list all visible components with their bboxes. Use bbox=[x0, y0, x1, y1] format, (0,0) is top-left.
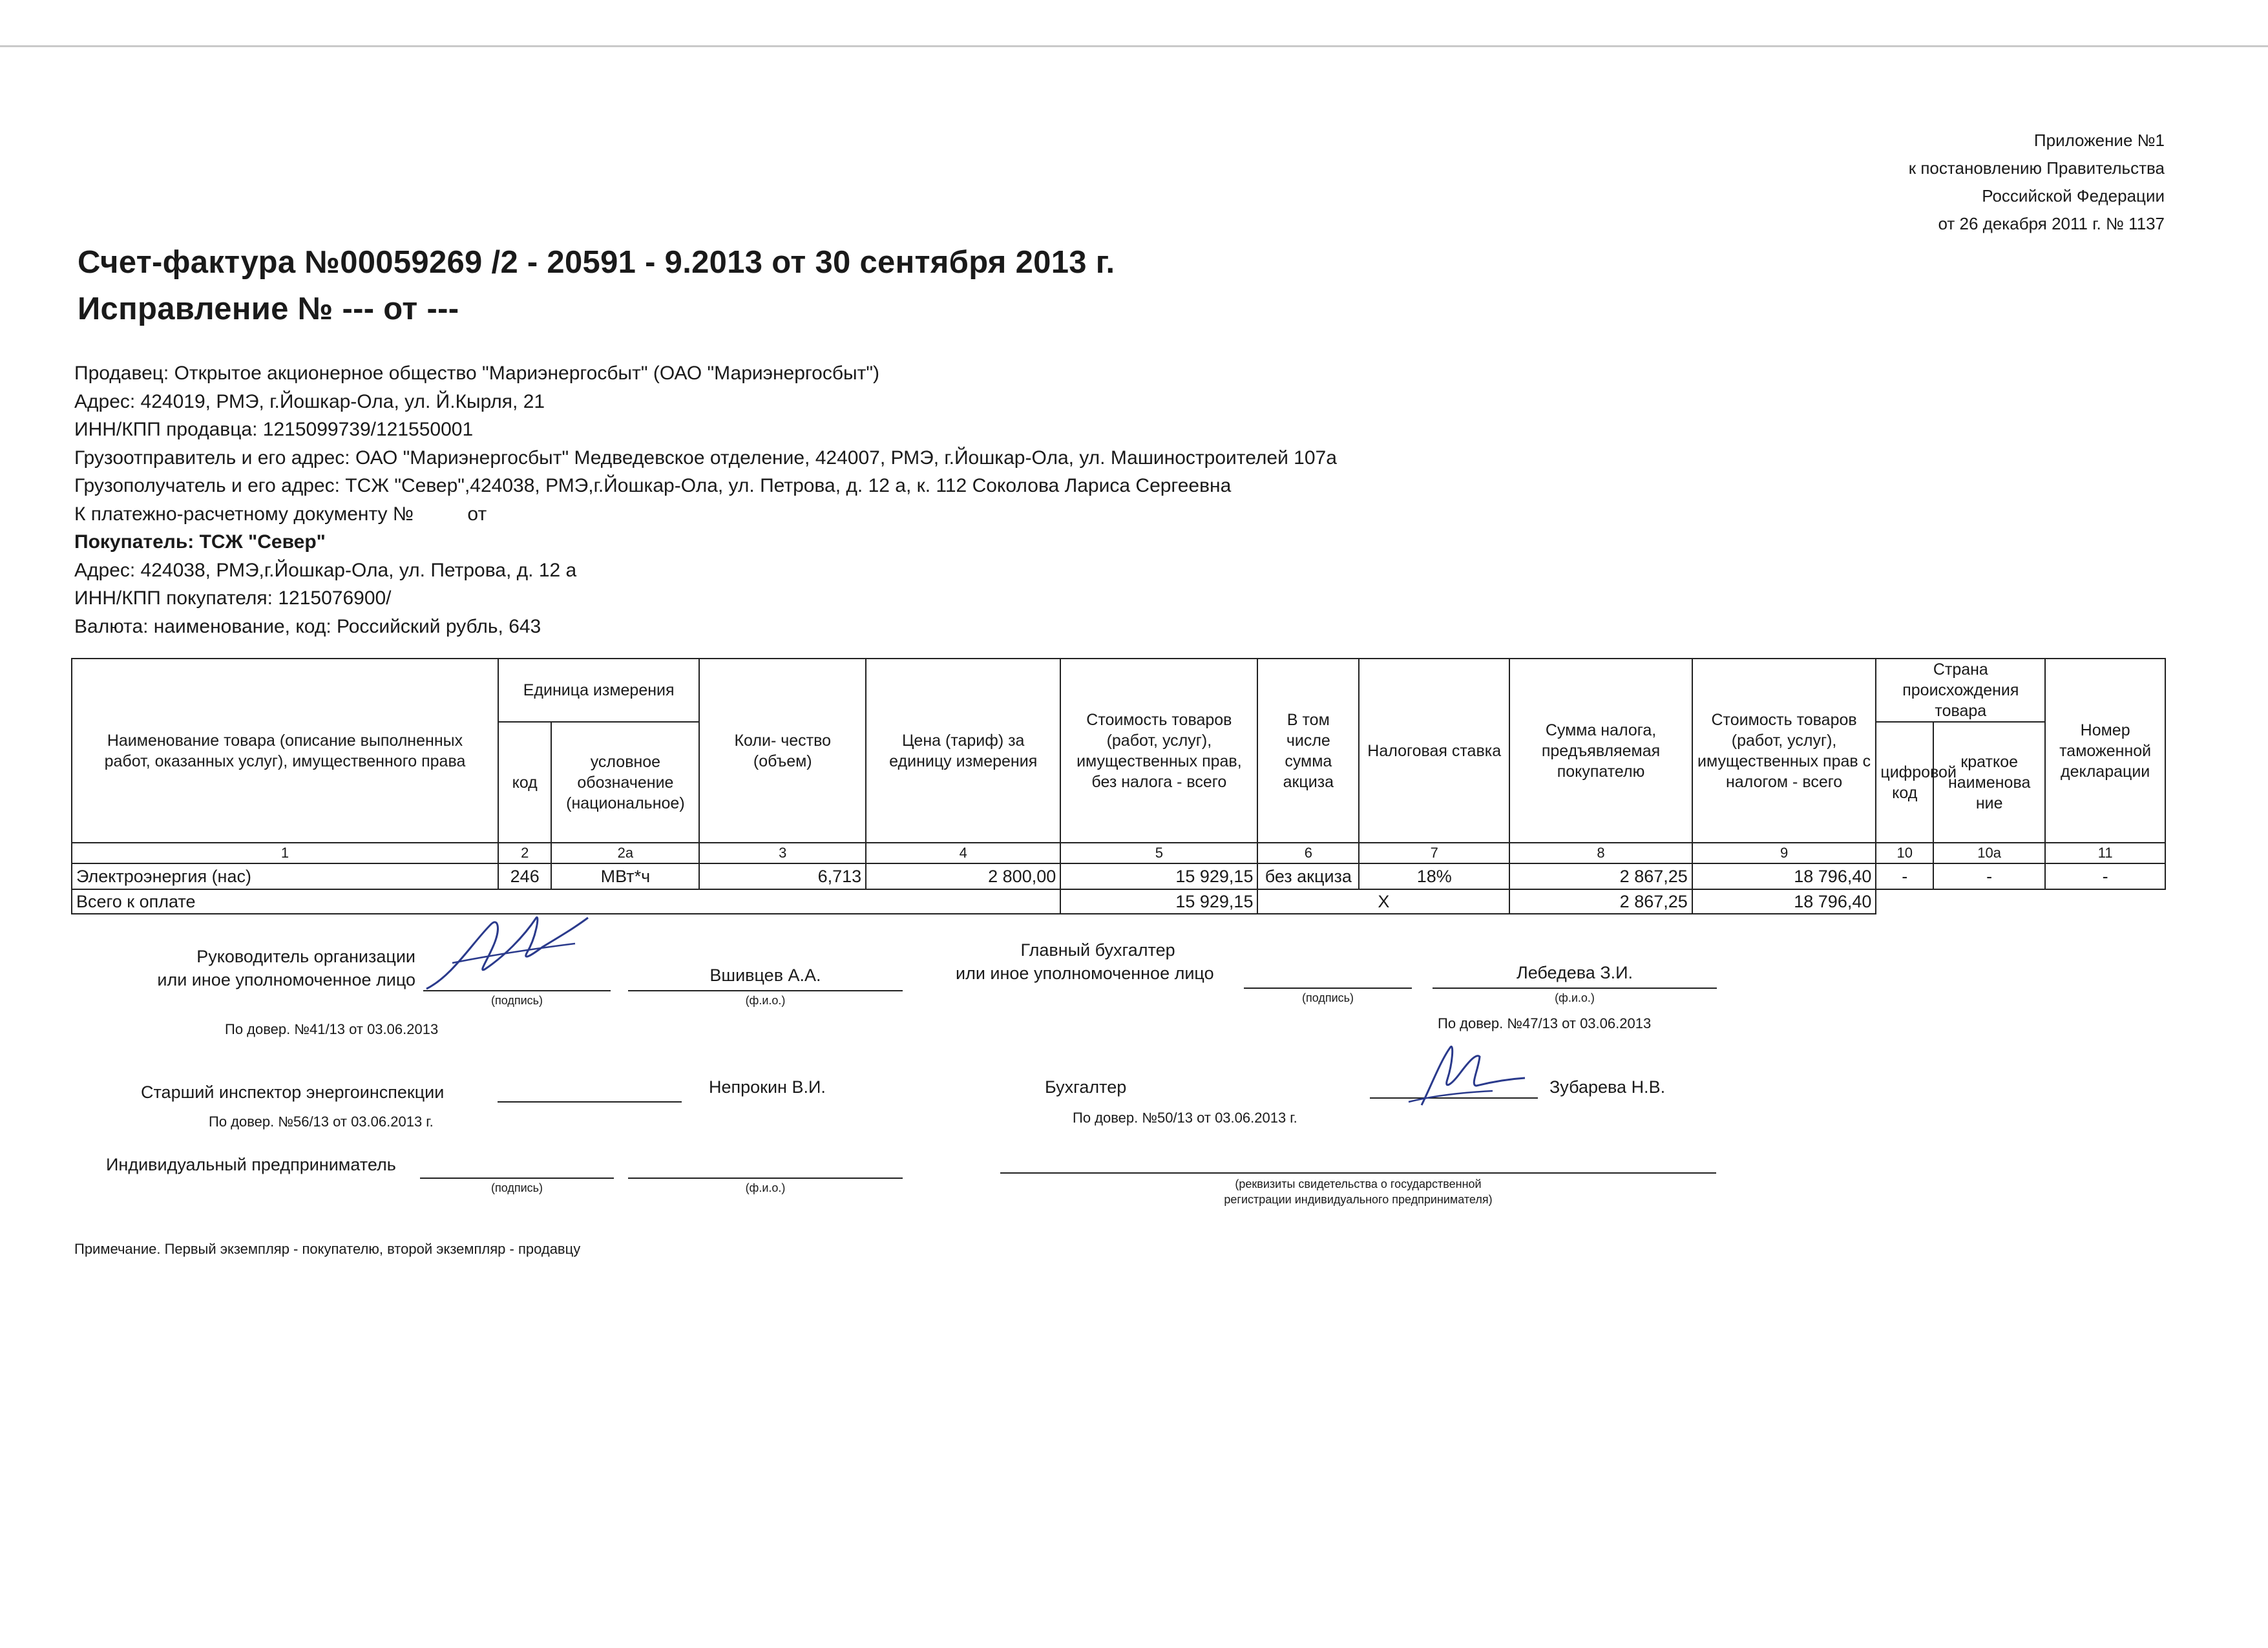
head-name-caption: (ф.и.о.) bbox=[745, 994, 786, 1007]
accountant-signature bbox=[1396, 1034, 1538, 1118]
inspector-sign-line bbox=[498, 1101, 682, 1103]
row-total: 18 796,40 bbox=[1692, 863, 1876, 889]
col-number: 4 bbox=[866, 843, 1060, 863]
chief-accountant-sign-line bbox=[1244, 988, 1412, 989]
registry-caption-line2: регистрации индивидуального предпринимателя) bbox=[1224, 1193, 1493, 1206]
correction-title: Исправление № --- от --- bbox=[78, 291, 459, 326]
chief-accountant-proxy: По довер. №47/13 от 03.06.2013 bbox=[1438, 1015, 1652, 1031]
header-country-name: краткое наименова ние bbox=[1933, 722, 2045, 843]
col-number: 5 bbox=[1060, 843, 1257, 863]
entrepreneur-registry-line bbox=[1000, 1172, 1716, 1174]
inspector-label: Старший инспектор энергоинспекции bbox=[141, 1083, 445, 1102]
chief-accountant-label bbox=[956, 938, 1214, 985]
row-price: 2 800,00 bbox=[866, 863, 1060, 889]
payment-document: К платежно-расчетному документу № от bbox=[74, 503, 487, 525]
accountant-proxy: По довер. №50/13 от 03.06.2013 г. bbox=[1073, 1110, 1297, 1126]
col-number: 10 bbox=[1876, 843, 1933, 863]
chief-accountant-name-caption: (ф.и.о.) bbox=[1555, 991, 1595, 1004]
col-number: 6 bbox=[1257, 843, 1359, 863]
col-number: 11 bbox=[2045, 843, 2165, 863]
row-quantity: 6,713 bbox=[699, 863, 866, 889]
head-proxy: По довер. №41/13 от 03.06.2013 bbox=[225, 1021, 439, 1037]
col-number: 2 bbox=[498, 843, 551, 863]
row-excise: без акциза bbox=[1257, 863, 1359, 889]
header-country-code: цифровой код bbox=[1876, 722, 1933, 843]
totals-total: 18 796,40 bbox=[1692, 889, 1876, 914]
col-number: 3 bbox=[699, 843, 866, 863]
col-number: 8 bbox=[1509, 843, 1692, 863]
accountant-name: Зубарева Н.В. bbox=[1549, 1077, 1666, 1097]
column-numbers-row bbox=[72, 843, 2165, 863]
entrepreneur-sign-line bbox=[420, 1178, 614, 1179]
entrepreneur-name-caption: (ф.и.о.) bbox=[745, 1181, 786, 1194]
entrepreneur-sign-caption: (подпись) bbox=[490, 1181, 543, 1194]
row-customs: - bbox=[2045, 863, 2165, 889]
appendix-line-2: к постановлению Правительства bbox=[1908, 158, 2165, 178]
header-price: Цена (тариф) за единицу измерения bbox=[866, 659, 1060, 843]
chief-accountant-label-line1: Главный бухгалтер bbox=[1020, 940, 1175, 960]
head-label-line1: Руководитель организации bbox=[196, 947, 415, 966]
head-sign-caption: (подпись) bbox=[490, 994, 543, 1007]
entrepreneur-label: Индивидуальный предприниматель bbox=[106, 1155, 396, 1174]
seller-address: Адрес: 424019, РМЭ, г.Йошкар-Ола, ул. Й.Кырля, 21 bbox=[74, 390, 545, 412]
invoice-table bbox=[71, 658, 2166, 914]
head-label bbox=[157, 945, 415, 991]
currency: Валюта: наименование, код: Российский рубль, 643 bbox=[74, 615, 541, 637]
appendix-line-4: от 26 декабря 2011 г. № 1137 bbox=[1938, 214, 2165, 233]
header-name: Наименование товара (описание выполненных работ, оказанных услуг), имущественного права bbox=[72, 659, 498, 843]
totals-cost: 15 929,15 bbox=[1060, 889, 1257, 914]
inspector-name: Непрокин В.И. bbox=[709, 1077, 826, 1097]
row-unit-code: 246 bbox=[498, 863, 551, 889]
row-name: Электроэнергия (нас) bbox=[72, 863, 498, 889]
col-number: 10а bbox=[1933, 843, 2045, 863]
chief-accountant-label-line2: или иное уполномоченное лицо bbox=[956, 964, 1214, 983]
accountant-label: Бухгалтер bbox=[1045, 1077, 1127, 1097]
seller: Продавец: Открытое акционерное общество "Мариэнергосбыт" (ОАО "Мариэнергосбыт") bbox=[74, 363, 879, 384]
header-unit: Единица измерения bbox=[498, 659, 699, 722]
invoice-info bbox=[74, 359, 1337, 640]
row-country-code: - bbox=[1876, 863, 1933, 889]
header-customs: Номер таможенной декларации bbox=[2045, 659, 2165, 843]
buyer: Покупатель: ТСЖ "Север" bbox=[74, 531, 326, 553]
row-rate: 18% bbox=[1359, 863, 1509, 889]
invoice-title: Счет-фактура №00059269 /2 - 20591 - 9.2013 от 30 сентября 2013 г. bbox=[78, 245, 1115, 280]
entrepreneur-name-line bbox=[628, 1178, 903, 1179]
header-excise: В том числе сумма акциза bbox=[1257, 659, 1359, 843]
col-number: 7 bbox=[1359, 843, 1509, 863]
row-unit: МВт*ч bbox=[551, 863, 699, 889]
footnote: Примечание. Первый экземпляр - покупателю, второй экземпляр - продавцу bbox=[74, 1241, 581, 1257]
row-country-name: - bbox=[1933, 863, 2045, 889]
table-row bbox=[72, 863, 2165, 889]
head-name-line bbox=[628, 990, 903, 991]
shipper: Грузоотправитель и его адрес: ОАО "Мариэнергосбыт" Медведевское отделение, 424007, РМЭ, г.Йошкар-Ола, ул. Машиностроителей 107а bbox=[74, 447, 1337, 469]
head-label-line2: или иное уполномоченное лицо bbox=[157, 970, 415, 989]
inspector-proxy: По довер. №56/13 от 03.06.2013 г. bbox=[209, 1114, 434, 1130]
header-country: Страна происхождения товара bbox=[1876, 659, 2045, 722]
header-unit-code: код bbox=[498, 722, 551, 843]
head-signature bbox=[414, 898, 607, 1002]
header-tax: Сумма налога, предъявляемая покупателю bbox=[1509, 659, 1692, 843]
registry-caption-line1: (реквизиты свидетельства о государственной bbox=[1235, 1178, 1482, 1190]
totals-empty bbox=[1876, 889, 2165, 914]
entrepreneur-registry-caption bbox=[1000, 1176, 1716, 1207]
appendix-line-1: Приложение №1 bbox=[2033, 131, 2165, 150]
chief-accountant-name-line bbox=[1433, 988, 1717, 989]
chief-accountant-name: Лебедева З.И. bbox=[1516, 963, 1633, 982]
appendix-line-3: Российской Федерации bbox=[1982, 186, 2165, 206]
scan-edge bbox=[0, 45, 2268, 47]
col-number: 2а bbox=[551, 843, 699, 863]
seller-inn: ИНН/КПП продавца: 1215099739/121550001 bbox=[74, 419, 474, 440]
header-quantity: Коли- чество (объем) bbox=[699, 659, 866, 843]
chief-accountant-sign-caption: (подпись) bbox=[1301, 991, 1354, 1004]
header-rate: Налоговая ставка bbox=[1359, 659, 1509, 843]
appendix-reference bbox=[1909, 127, 2165, 238]
head-name: Вшивцев А.А. bbox=[709, 966, 821, 985]
header-cost: Стоимость товаров (работ, услуг), имущественных прав, без налога - всего bbox=[1060, 659, 1257, 843]
col-number: 1 bbox=[72, 843, 498, 863]
totals-row bbox=[72, 889, 2165, 914]
buyer-inn: ИНН/КПП покупателя: 1215076900/ bbox=[74, 587, 392, 609]
totals-label: Всего к оплате bbox=[72, 889, 1060, 914]
totals-tax: 2 867,25 bbox=[1509, 889, 1692, 914]
col-number: 9 bbox=[1692, 843, 1876, 863]
row-tax: 2 867,25 bbox=[1509, 863, 1692, 889]
header-unit-symbol: условное обозначение (национальное) bbox=[551, 722, 699, 843]
consignee: Грузополучатель и его адрес: ТСЖ "Север",424038, РМЭ,г.Йошкар-Ола, ул. Петрова, д. 12 а, к. 112 Соколова Лариса Сергеевна bbox=[74, 475, 1232, 496]
totals-x: Х bbox=[1257, 889, 1509, 914]
buyer-address: Адрес: 424038, РМЭ,г.Йошкар-Ола, ул. Петрова, д. 12 а bbox=[74, 559, 577, 581]
row-cost: 15 929,15 bbox=[1060, 863, 1257, 889]
header-total: Стоимость товаров (работ, услуг), имущественных прав с налогом - всего bbox=[1692, 659, 1876, 843]
